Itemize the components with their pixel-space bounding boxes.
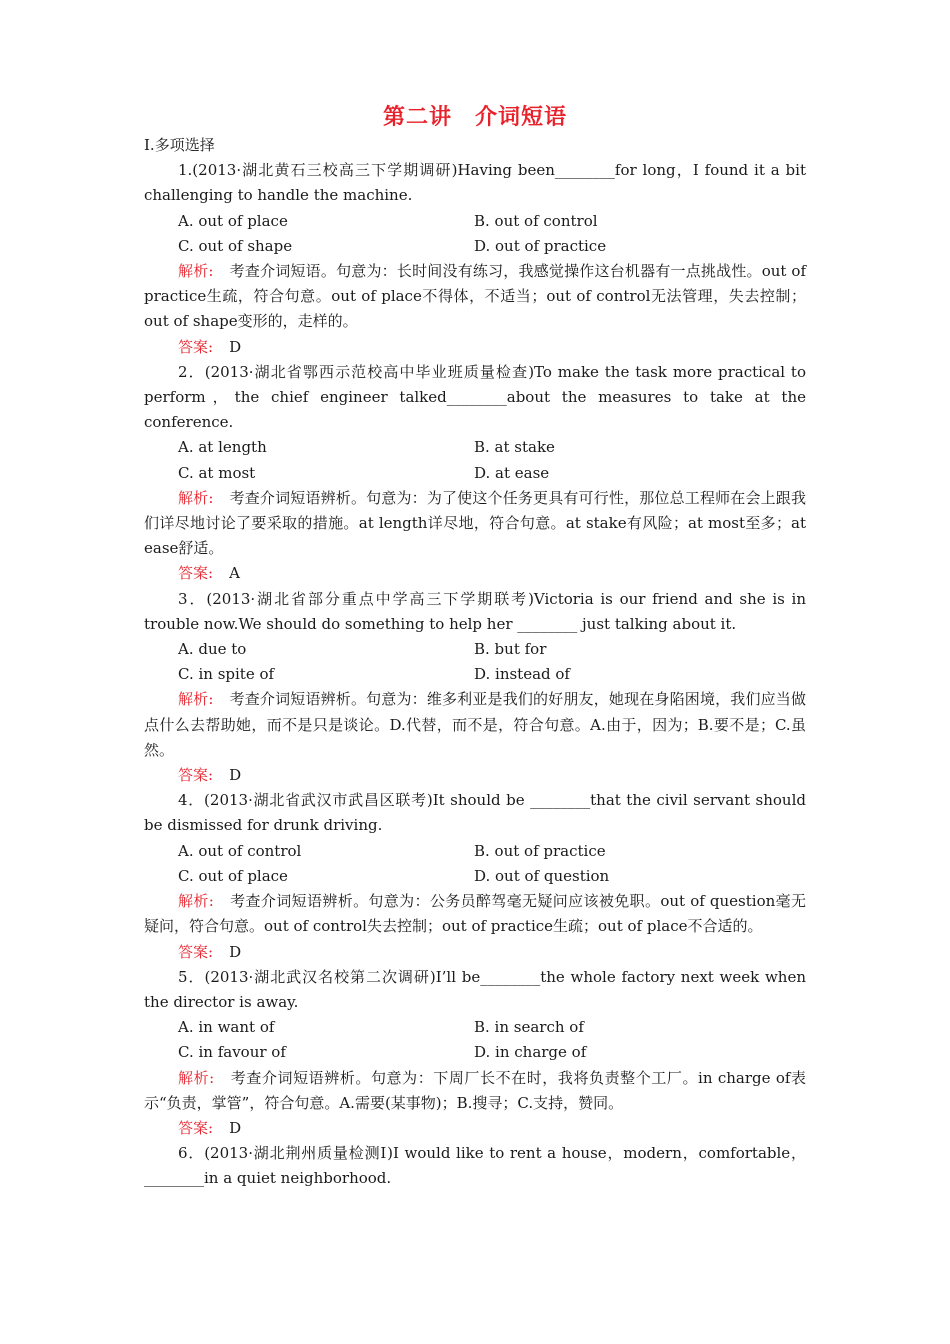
question-block — [144, 788, 806, 964]
option-d: D. in charge of — [474, 1043, 587, 1062]
options-row — [144, 1040, 806, 1065]
answer-label: 答案: — [178, 942, 214, 961]
analysis-body: 考查介词短语辨析。句意为：公务员醉驾毫无疑问应该被免职。out of question毫无疑问，符合句意。out of control失去控制；out of practice生疏；out of place不合适的。 — [144, 892, 806, 936]
analysis-text — [144, 259, 806, 335]
option-d: D. out of practice — [474, 236, 607, 255]
question-stem: 5．(2013·湖北武汉名校第二次调研)I’ll be________the whole factory next week when the director is away. — [144, 967, 806, 1011]
options-row — [144, 209, 806, 234]
options-row — [144, 234, 806, 259]
option-a: A. in want of — [178, 1018, 275, 1037]
answer-value: D — [229, 942, 242, 961]
answer-value: A — [229, 564, 240, 583]
option-a: A. due to — [178, 640, 247, 659]
question-stem: 3．(2013·湖北省部分重点中学高三下学期联考)Victoria is our friend and she is in trouble now.We should do something to help her ________ just talking about it. — [144, 589, 806, 633]
option-c: C. out of place — [178, 866, 288, 885]
analysis-body: 考查介词短语。句意为：长时间没有练习，我感觉操作这台机器有一点挑战性。out of practice生疏，符合句意。out of place不得体，不适当；out of control无法管理，失去控制；out of shape变形的，走样的。 — [144, 262, 806, 331]
option-c: C. at most — [178, 463, 256, 482]
answer-line — [144, 940, 806, 965]
options-row — [144, 839, 806, 864]
option-c: C. out of shape — [178, 236, 293, 255]
question-block — [144, 587, 806, 789]
answer-line — [144, 335, 806, 360]
analysis-label: 解析: — [178, 690, 214, 709]
question-block — [144, 965, 806, 1141]
options-row — [144, 637, 806, 662]
option-a: A. out of place — [178, 211, 288, 230]
option-c: C. in spite of — [178, 665, 275, 684]
option-d: D. at ease — [474, 463, 550, 482]
answer-label: 答案: — [178, 1118, 214, 1137]
answer-line — [144, 561, 806, 586]
analysis-body: 考查介词短语辨析。句意为：维多利亚是我们的好朋友，她现在身陷困境，我们应当做点什么去帮助她，而不是只是谈论。D.代替，而不是，符合句意。A.由于，因为；B.要不是；C.虽然。 — [144, 690, 806, 759]
analysis-text — [144, 687, 806, 763]
option-b: B. at stake — [474, 438, 555, 457]
option-b: B. in search of — [474, 1018, 584, 1037]
options-row — [144, 662, 806, 687]
analysis-label: 解析: — [178, 892, 214, 911]
question-block — [144, 1141, 806, 1191]
option-b: B. out of control — [474, 211, 598, 230]
question-stem: 1.(2013·湖北黄石三校高三下学期调研)Having been________for long，I found it a bit challenging to handle the machine. — [144, 161, 806, 205]
page-title: 第二讲 介词短语 — [382, 105, 567, 130]
answer-label: 答案: — [178, 766, 214, 785]
question-stem: 6．(2013·湖北荆州质量检测Ⅰ)I would like to rent a house，modern，comfortable，________in a quiet neighborhood. — [144, 1144, 806, 1188]
option-a: A. at length — [178, 438, 267, 457]
option-d: D. instead of — [474, 665, 570, 684]
analysis-text — [144, 889, 806, 939]
question-block — [144, 360, 806, 587]
answer-label: 答案: — [178, 564, 214, 583]
answer-line — [144, 763, 806, 788]
analysis-body: 考查介词短语辨析。句意为：为了使这个任务更具有可行性，那位总工程师在会上跟我们详尽地讨论了要采取的措施。at length详尽地，符合句意。at stake有风险；at most至多；at ease舒适。 — [144, 488, 806, 558]
answer-value: D — [229, 766, 242, 785]
answer-value: D — [229, 1118, 242, 1137]
option-d: D. out of question — [474, 866, 610, 885]
answer-label: 答案: — [178, 337, 214, 356]
question-stem: 4．(2013·湖北省武汉市武昌区联考)It should be ________that the civil servant should be dismissed for drunk driving. — [144, 791, 806, 835]
options-row — [144, 435, 806, 460]
options-row — [144, 461, 806, 486]
option-a: A. out of control — [178, 841, 302, 860]
option-b: B. out of practice — [474, 841, 606, 860]
question-block — [144, 158, 806, 360]
option-c: C. in favour of — [178, 1043, 286, 1062]
options-row — [144, 1015, 806, 1040]
answer-value: D — [229, 337, 242, 356]
answer-line — [144, 1116, 806, 1141]
analysis-text — [144, 1066, 806, 1116]
document-body — [144, 133, 806, 1192]
analysis-text — [144, 486, 806, 562]
analysis-label: 解析: — [178, 1068, 215, 1087]
option-b: B. but for — [474, 640, 547, 659]
options-row — [144, 864, 806, 889]
analysis-label: 解析: — [178, 488, 214, 507]
analysis-body: 考查介词短语辨析。句意为：下周厂长不在时，我将负责整个工厂。in charge of表示“负责，掌管”，符合句意。A.需要(某事物)；B.搜寻；C.支持，赞同。 — [144, 1068, 807, 1112]
question-stem: 2．(2013·湖北省鄂西示范校高中毕业班质量检查)To make the task more practical to perform，the chief engineer talked________about the measures to take at the conference. — [144, 362, 806, 432]
section-heading: Ⅰ.多项选择 — [144, 136, 215, 154]
analysis-label: 解析: — [178, 262, 214, 281]
